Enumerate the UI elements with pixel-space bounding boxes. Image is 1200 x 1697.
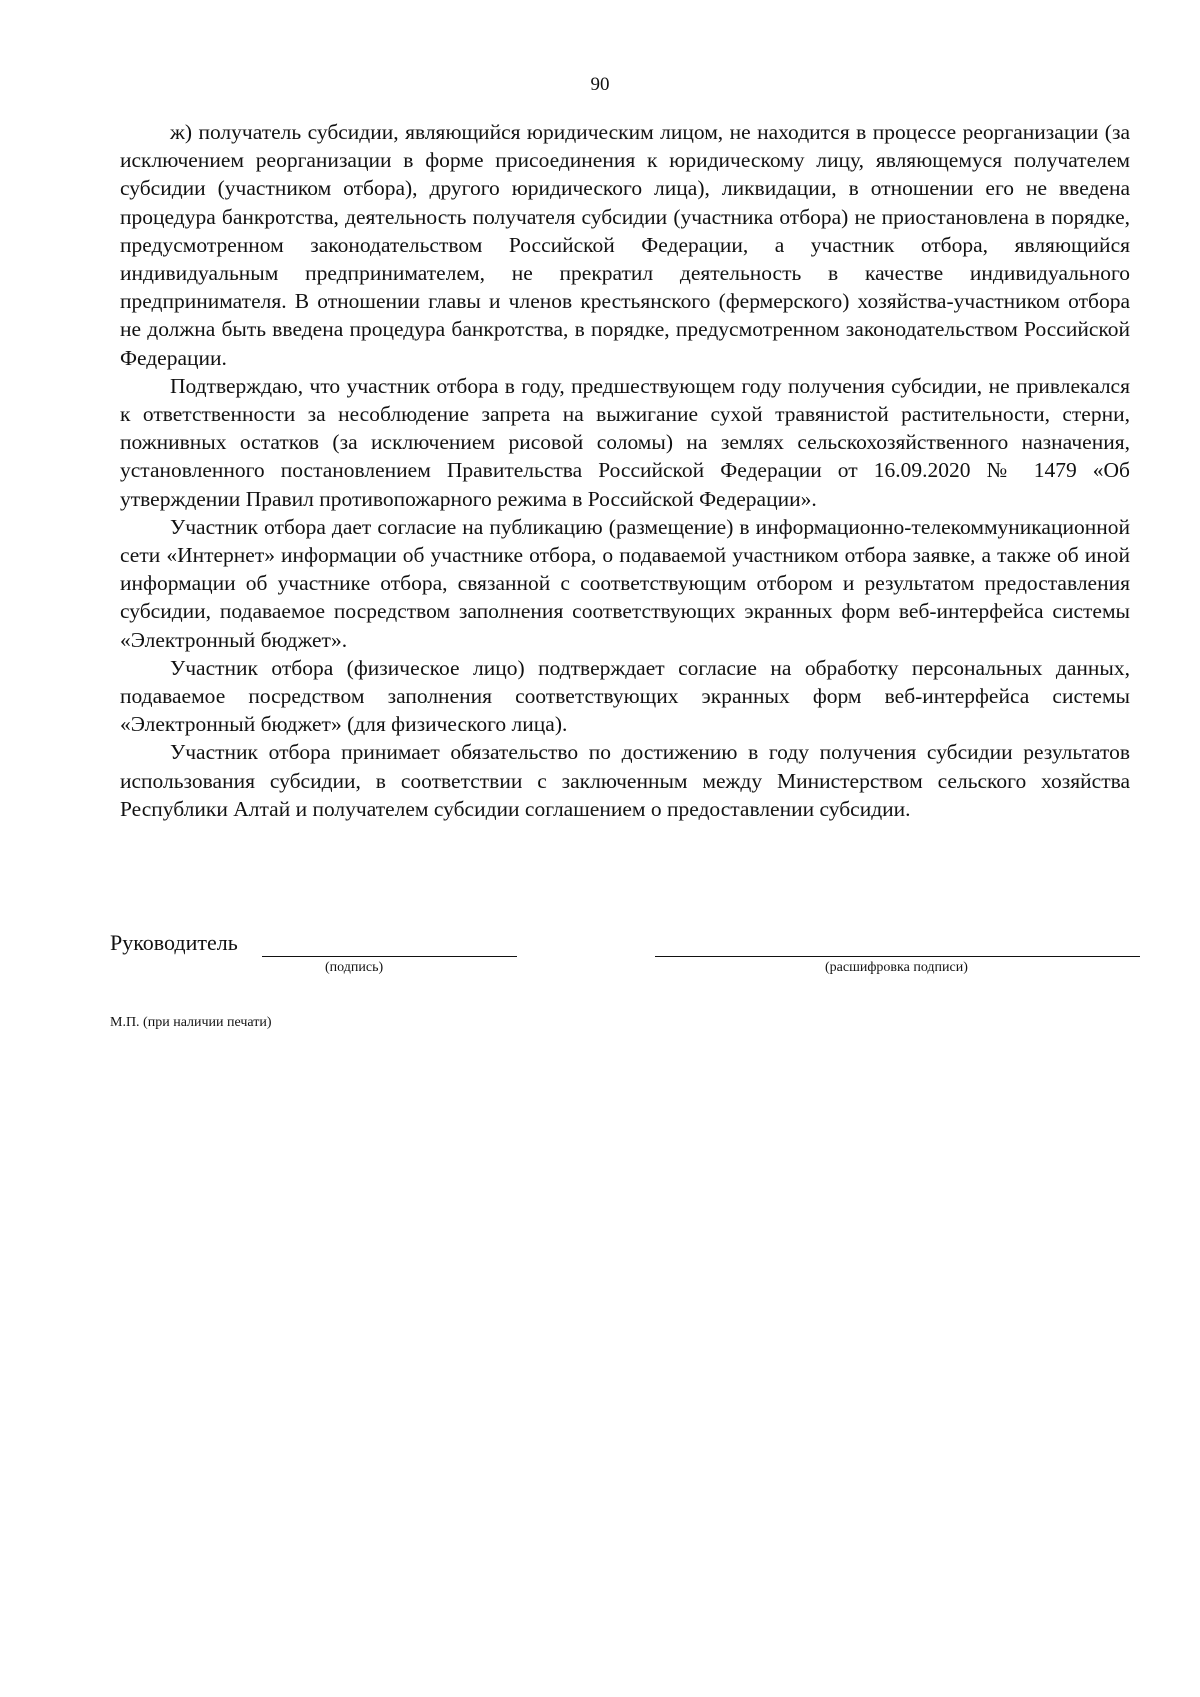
document-body bbox=[120, 118, 1130, 823]
signature-block bbox=[110, 930, 1140, 990]
page-number: 90 bbox=[590, 74, 610, 95]
paragraph-personal-data-consent: Участник отбора (физическое лицо) подтверждает согласие на обработку персональных данных, подаваемое посредством заполнения соответствующих экранных форм веб-интерфейса системы «Электронный бюджет» (для физического лица). bbox=[120, 655, 1130, 737]
paragraph-reorganization: ж) получатель субсидии, являющийся юридическим лицом, не находится в процессе реорганизации (за исключением реорганизации в форме присоединения к юридическому лицу, являющемуся получателем субсидии (участником отбора), другого юридического лица), ликвидации, в отношении его не введена процедура банкротства, деятельность получателя субсидии (участника отбора) не приостановлена в порядке, предусмотренном законодательством Российской Федерации, а участник отбора, являющийся индивидуальным предпринимателем, не прекратил деятельность в качестве индивидуального предпринимателя. В отношении главы и членов крестьянского (фермерского) хозяйства-участником отбора не должна быть введена процедура банкротства, в порядке, предусмотренном законодательством Российской Федерации. bbox=[120, 120, 1130, 370]
paragraph-results-obligation: Участник отбора принимает обязательство по достижению в году получения субсидии результатов использования субсидии, в соответствии с заключенным между Министерством сельского хозяйства Республики Алтай и получателем субсидии соглашением о предоставлении субсидии. bbox=[120, 740, 1130, 821]
signature-line bbox=[262, 956, 517, 957]
signature-decoding-line bbox=[655, 956, 1140, 957]
paragraph-publication-consent: Участник отбора дает согласие на публикацию (размещение) в информационно-телекоммуникационной сети «Интернет» информации об участнике отбора, о подаваемой участником отбора заявке, а также об иной информации об участнике отбора, связанной с соответствующим отбором и результатом предоставления субсидии, подаваемое посредством заполнения соответствующих экранных форм веб-интерфейса системы «Электронный бюджет». bbox=[120, 514, 1130, 652]
signature-caption: (подпись) bbox=[325, 960, 384, 975]
signature-decoding-caption: (расшифровка подписи) bbox=[825, 960, 968, 975]
stamp-note: М.П. (при наличии печати) bbox=[110, 1015, 272, 1030]
signature-label: Руководитель bbox=[110, 930, 238, 955]
paragraph-fire-ban-confirmation: Подтверждаю, что участник отбора в году, предшествующем году получения субсидии, не привлекался к ответственности за несоблюдение запрета на выжигание сухой травянистой растительности, стерни, пожнивных остатков (за исключением рисовой соломы) на землях сельскохозяйственного назначения, установленного постановлением Правительства Российской Федерации от 16.09.2020 № 1479 «Об утверждении Правил противопожарного режима в Российской Федерации». bbox=[120, 373, 1130, 511]
